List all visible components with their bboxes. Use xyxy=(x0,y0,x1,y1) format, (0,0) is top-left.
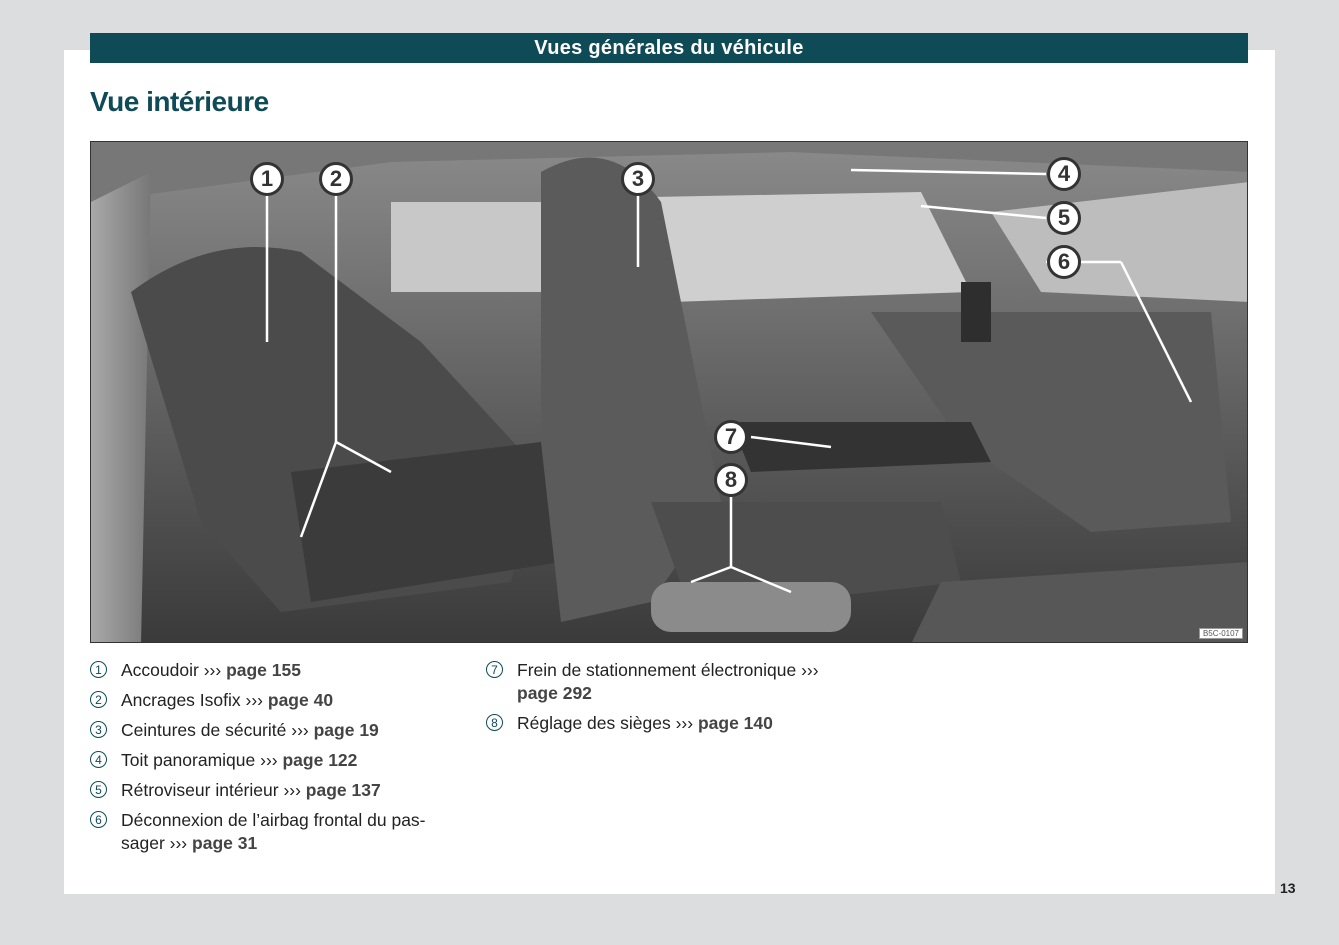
legend-text: Rétroviseur intérieur xyxy=(121,780,279,800)
callout-5: 5 xyxy=(1047,201,1081,235)
callout-number: 8 xyxy=(486,714,503,731)
link-arrow: ››› xyxy=(245,690,263,710)
callout-number: 7 xyxy=(486,661,503,678)
callout-6: 6 xyxy=(1047,245,1081,279)
page-link[interactable]: page 292 xyxy=(517,683,592,703)
legend-column-left xyxy=(90,659,451,862)
page-number: 13 xyxy=(1280,880,1296,896)
callout-3: 3 xyxy=(621,162,655,196)
callout-4: 4 xyxy=(1047,157,1081,191)
page-link[interactable]: page 137 xyxy=(305,780,381,800)
legend-item xyxy=(90,809,451,855)
callout-number: 3 xyxy=(90,721,107,738)
legend-item xyxy=(90,689,451,712)
legend-text: Ancrages Isofix xyxy=(121,690,241,710)
legend-text: Réglage des sièges xyxy=(517,713,671,733)
page-link[interactable]: page 155 xyxy=(226,660,301,680)
legend-item xyxy=(90,719,451,742)
page-link[interactable]: page 140 xyxy=(697,713,773,733)
link-arrow: ››› xyxy=(675,713,694,733)
legend-item xyxy=(90,749,451,772)
callout-number: 5 xyxy=(90,781,107,798)
legend-text: Frein de stationnement électronique xyxy=(517,660,797,680)
callout-1: 1 xyxy=(250,162,284,196)
interior-photo xyxy=(90,141,1248,643)
legend-text: Ceintures de sécurité xyxy=(121,720,287,740)
callout-7: 7 xyxy=(714,420,748,454)
callout-8: 8 xyxy=(714,463,748,497)
link-arrow: ››› xyxy=(203,660,222,680)
legend-item xyxy=(90,779,451,802)
image-id: B5C-0107 xyxy=(1199,628,1243,639)
page-link[interactable]: page 40 xyxy=(267,690,334,710)
callout-number: 4 xyxy=(90,751,107,768)
legend-column-right xyxy=(486,659,847,742)
page-link[interactable]: page 122 xyxy=(282,750,358,770)
callout-number: 6 xyxy=(90,811,107,828)
page-link[interactable]: page 31 xyxy=(192,833,258,853)
link-arrow: ››› xyxy=(169,833,188,853)
page-link[interactable]: page 19 xyxy=(313,720,379,740)
legend-item xyxy=(486,659,827,705)
link-arrow: ››› xyxy=(291,720,309,740)
callout-2: 2 xyxy=(319,162,353,196)
page-title: Vue intérieure xyxy=(90,86,269,117)
section-header: Vues générales du véhicule xyxy=(90,33,1248,63)
legend-text: Déconnexion de l’airbag frontal du pas-sager xyxy=(121,810,426,853)
callout-number: 1 xyxy=(90,661,107,678)
link-arrow: ››› xyxy=(260,750,278,770)
legend-text: Toit panoramique xyxy=(121,750,256,770)
legend-item xyxy=(486,712,847,735)
callout-number: 2 xyxy=(90,691,107,708)
legend-item xyxy=(90,659,451,682)
legend-text: Accoudoir xyxy=(121,660,199,680)
link-arrow: ››› xyxy=(801,660,819,680)
link-arrow: ››› xyxy=(283,780,301,800)
